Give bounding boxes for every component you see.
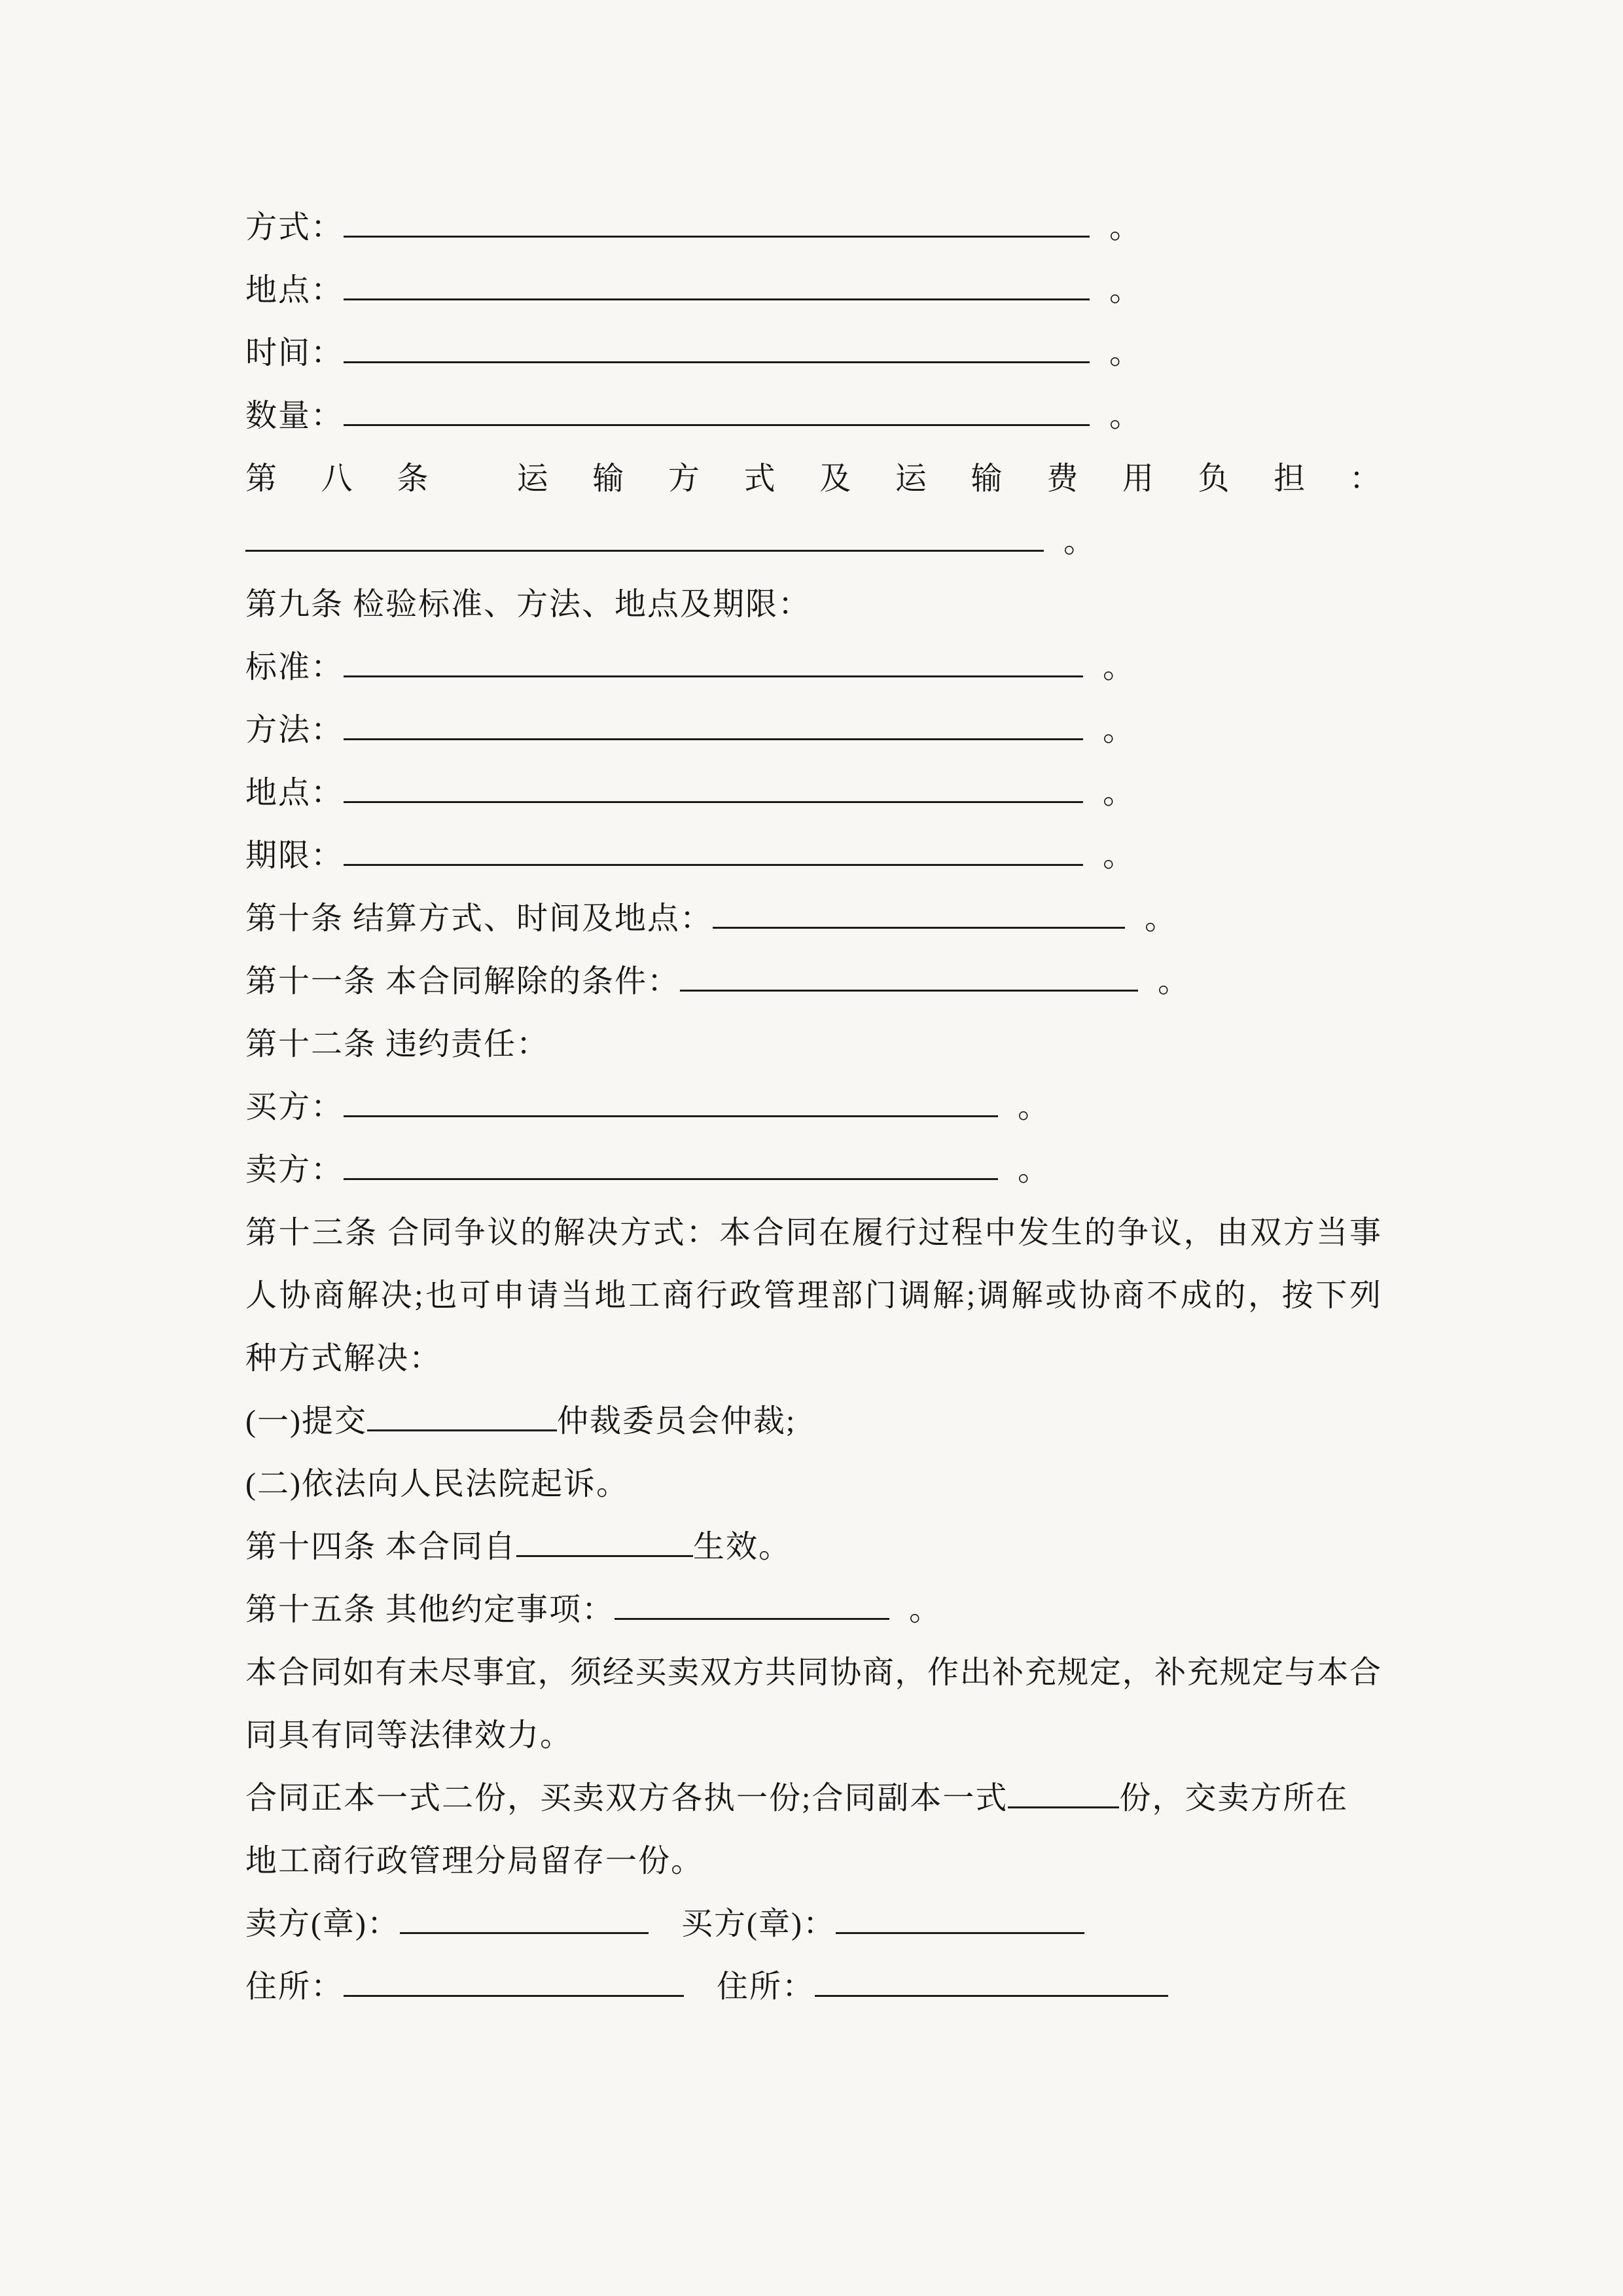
- text-run: 同具有同等法律效力。: [245, 1718, 573, 1753]
- period-mark: 。: [1018, 1153, 1051, 1187]
- doc-line: [245, 1893, 1381, 1956]
- text-char: 运: [895, 461, 927, 496]
- text-char: 八: [321, 461, 353, 496]
- blank-field: [1008, 1799, 1119, 1808]
- doc-line: [245, 573, 1381, 636]
- text-run: 第十四条 本合同自: [245, 1530, 517, 1564]
- text-char: 式: [743, 461, 776, 496]
- text-run: 第十条 结算方式、时间及地点：: [245, 901, 713, 936]
- doc-line: [245, 1076, 1381, 1139]
- text-run: 地点：: [245, 776, 344, 810]
- text-run: 卖方(章)：: [245, 1907, 400, 1941]
- text-run: (一)提交: [245, 1404, 367, 1439]
- text-run: 方式：: [245, 210, 344, 245]
- text-run: 地工商行政管理分局留存一份。: [245, 1844, 704, 1878]
- blank-field: [400, 1924, 649, 1934]
- doc-line: [245, 322, 1381, 385]
- doc-line: [245, 1139, 1381, 1202]
- period-mark: 。: [1158, 964, 1191, 999]
- blank-field: [344, 353, 1090, 363]
- blank-field: [344, 1107, 998, 1117]
- blank-field: [615, 1610, 889, 1620]
- doc-line: [245, 762, 1381, 825]
- period-mark: 。: [909, 1592, 942, 1627]
- text-run: 第九条 检验标准、方法、地点及期限：: [245, 587, 812, 622]
- text-run: 期限：: [245, 838, 344, 873]
- text-run: 种方式解决：: [245, 1341, 442, 1376]
- blank-field: [344, 856, 1083, 866]
- text-run: 仲裁委员会仲裁;: [556, 1404, 796, 1439]
- text-run: 卖方：: [245, 1153, 344, 1187]
- text-char: 费: [1046, 461, 1079, 496]
- doc-line: [245, 636, 1381, 699]
- doc-line: [245, 1327, 1381, 1390]
- text-char: 运: [516, 461, 548, 496]
- blank-field: [836, 1924, 1084, 1934]
- blank-field: [344, 416, 1090, 426]
- text-run: 时间：: [245, 336, 344, 370]
- doc-line: [245, 888, 1381, 950]
- text-run: 第十三条 合同争议的解决方式：本合同在履行过程中发生的争议，由双方当事: [245, 1215, 1381, 1250]
- doc-line: [245, 699, 1381, 762]
- doc-line: [245, 1265, 1381, 1327]
- period-mark: 。: [1063, 524, 1097, 559]
- blank-field: [713, 919, 1125, 929]
- text-char: 负: [1198, 461, 1230, 496]
- blank-field: [344, 1170, 998, 1180]
- doc-line: [245, 385, 1381, 448]
- text-char: 输: [971, 461, 1003, 496]
- text-run: 人协商解决;也可申请当地工商行政管理部门调解;调解或协商不成的，按下列: [245, 1278, 1381, 1313]
- doc-line: [245, 511, 1381, 573]
- doc-line: [245, 825, 1381, 888]
- doc-line: [245, 1579, 1381, 1641]
- blank-field: [344, 668, 1083, 677]
- text-run: 生效。: [693, 1530, 792, 1564]
- blank-field: [367, 1422, 557, 1431]
- text-run: 方法：: [245, 713, 344, 747]
- period-mark: 。: [1018, 1090, 1051, 1124]
- blank-field: [344, 793, 1083, 803]
- blank-field: [344, 730, 1083, 740]
- period-mark: 。: [1103, 838, 1136, 873]
- text-run: 第十一条 本合同解除的条件：: [245, 964, 681, 999]
- text-run: 本合同如有未尽事宜，须经买卖双方共同协商，作出补充规定，补充规定与本合: [245, 1655, 1381, 1690]
- text-char: 条: [397, 461, 429, 496]
- period-mark: 。: [1109, 336, 1143, 370]
- period-mark: 。: [1145, 901, 1178, 936]
- text-run: 买方：: [245, 1090, 344, 1124]
- text-char: 方: [668, 461, 700, 496]
- text-run: 合同正本一式二份，买卖双方各执一份;合同副本一式: [245, 1781, 1008, 1816]
- period-mark: 。: [1109, 399, 1143, 433]
- text-run: 地点：: [245, 273, 344, 308]
- text-char: 输: [592, 461, 624, 496]
- blank-field: [516, 1547, 693, 1557]
- doc-line: [245, 1390, 1381, 1453]
- text-char: ：: [1349, 461, 1381, 496]
- text-run: 数量：: [245, 399, 344, 433]
- doc-content: [245, 196, 1381, 2018]
- blank-field: [815, 1987, 1168, 1997]
- doc-line: [245, 259, 1381, 322]
- doc-line: [245, 1641, 1381, 1704]
- blank-field: [344, 228, 1090, 238]
- text-run: 份，交卖方所在: [1119, 1781, 1349, 1816]
- blank-field: [344, 291, 1090, 300]
- period-mark: 。: [1103, 776, 1136, 810]
- text-run: 第十五条 其他约定事项：: [245, 1592, 615, 1627]
- text-run: 住所：: [245, 1969, 344, 2004]
- text-char: 用: [1122, 461, 1154, 496]
- text-run: (二)依法向人民法院起诉。: [245, 1467, 629, 1501]
- text-run: 住所：: [684, 1969, 815, 2004]
- period-mark: 。: [1109, 210, 1143, 245]
- blank-field: [680, 982, 1138, 992]
- doc-line: [245, 1830, 1381, 1893]
- period-mark: 。: [1103, 650, 1136, 685]
- doc-line: [245, 1453, 1381, 1516]
- text-char: 及: [819, 461, 851, 496]
- doc-line: [245, 1516, 1381, 1579]
- doc-line: [245, 1956, 1381, 2018]
- text-run: 买方(章)：: [648, 1907, 836, 1941]
- doc-line: [245, 1013, 1381, 1076]
- doc-line: [245, 448, 1381, 511]
- doc-line: [245, 1202, 1381, 1265]
- period-mark: 。: [1103, 713, 1136, 747]
- text-char: 第: [245, 461, 277, 496]
- text-char: 担: [1274, 461, 1306, 496]
- doc-line: [245, 196, 1381, 259]
- blank-field: [245, 542, 1044, 552]
- doc-line: [245, 1704, 1381, 1767]
- text-run: 标准：: [245, 650, 344, 685]
- period-mark: 。: [1109, 273, 1143, 308]
- doc-line: [245, 950, 1381, 1013]
- text-run: 第十二条 违约责任：: [245, 1027, 550, 1062]
- blank-field: [344, 1987, 684, 1997]
- doc-line: [245, 1767, 1381, 1830]
